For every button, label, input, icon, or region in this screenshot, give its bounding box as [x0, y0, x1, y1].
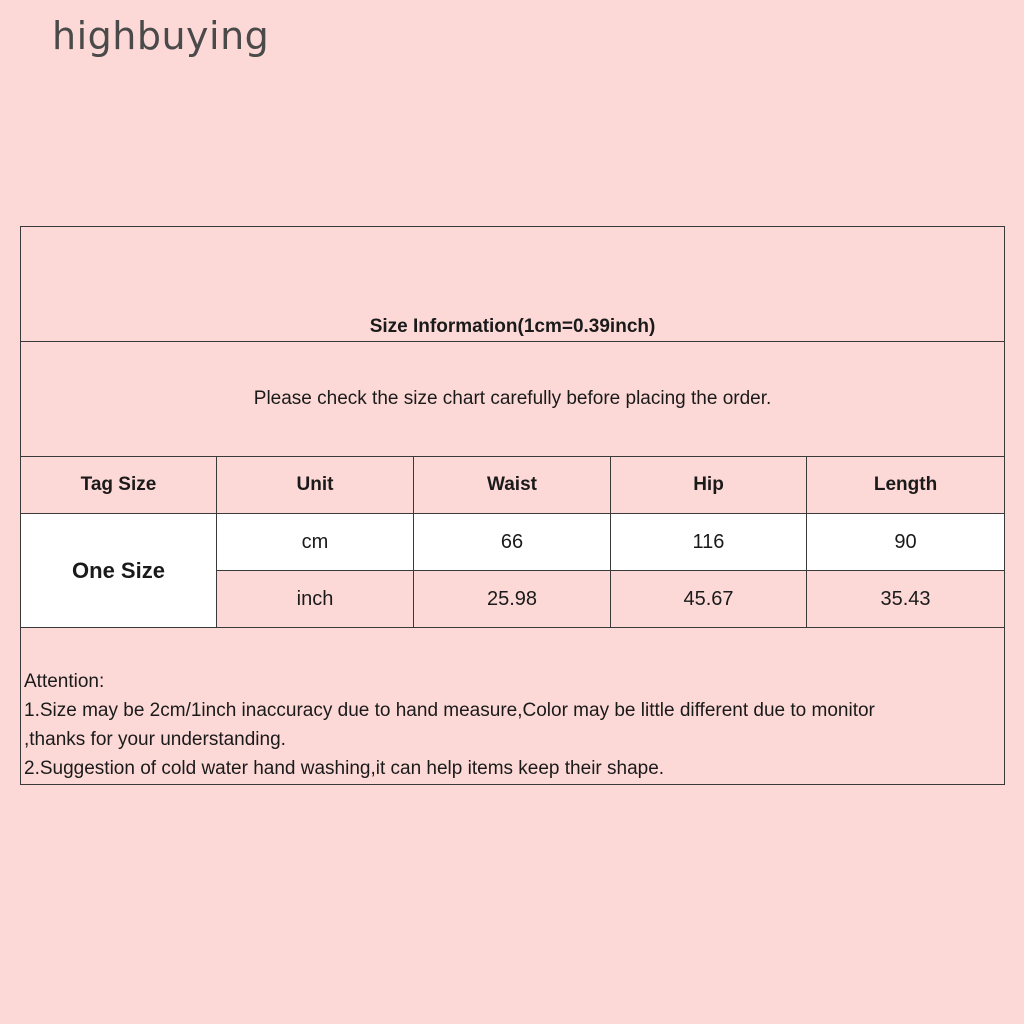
length-inch: 35.43	[807, 571, 1005, 628]
hip-inch: 45.67	[611, 571, 807, 628]
waist-inch: 25.98	[414, 571, 611, 628]
brand-watermark: highbuying	[52, 14, 270, 58]
size-notice: Please check the size chart carefully before placing the order.	[21, 342, 1005, 457]
unit-inch: inch	[217, 571, 414, 628]
attention-notes	[21, 628, 1005, 785]
header-unit: Unit	[217, 457, 414, 514]
table-row	[21, 514, 1005, 571]
hip-cm: 116	[611, 514, 807, 571]
size-info-title: Size Information(1cm=0.39inch)	[369, 316, 656, 337]
attention-line-1: 1.Size may be 2cm/1inch inaccuracy due to hand measure,Color may be little different due to monitor	[24, 700, 875, 721]
attention-line-2: 2.Suggestion of cold water hand washing,it can help items keep their shape.	[24, 758, 665, 779]
size-info-title-cell	[21, 227, 1005, 342]
header-tag-size: Tag Size	[21, 457, 217, 514]
attention-heading: Attention:	[24, 671, 105, 692]
table-header-row	[21, 457, 1005, 514]
length-cm: 90	[807, 514, 1005, 571]
attention-line-1-cont: ,thanks for your understanding.	[24, 729, 286, 750]
header-waist: Waist	[414, 457, 611, 514]
header-length: Length	[807, 457, 1005, 514]
unit-cm: cm	[217, 514, 414, 571]
header-hip: Hip	[611, 457, 807, 514]
size-chart-table	[20, 226, 1005, 785]
waist-cm: 66	[414, 514, 611, 571]
tag-size-one-size: One Size	[21, 514, 217, 628]
